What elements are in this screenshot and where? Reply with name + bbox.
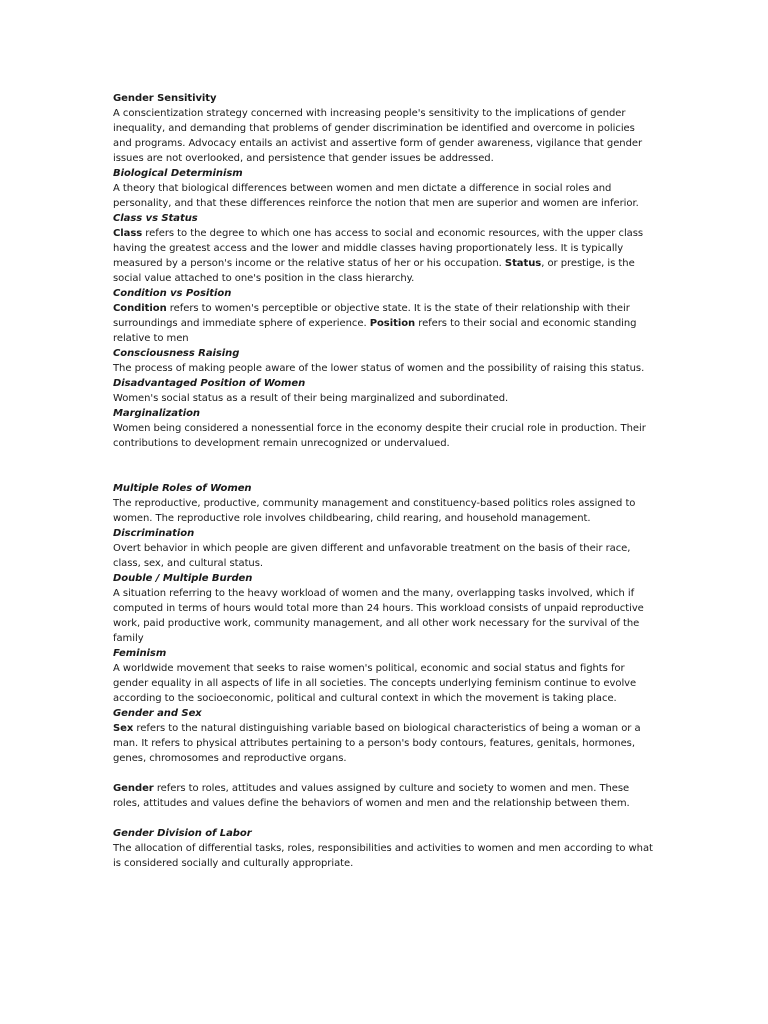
sex-text: refers to the natural distinguishing variable based on biological characteristics of being a woman or a man. It refers to physical attributes pertaining to a person's body contours, features, genitals, hormones, genes, chromosomes and reproductive organs. bbox=[113, 723, 641, 764]
condition-text: refers to women's perceptible or objective state. It is the state of their relationship with their surroundings and immediate sphere of experience. bbox=[113, 303, 630, 329]
spacer bbox=[113, 451, 653, 466]
class-text: refers to the degree to which one has access to social and economic resources, with the upper class having the greatest access and the lower and middle classes having proportionately less. It is typically measured by a person's income or the relative status of her or his occupation. bbox=[113, 228, 644, 269]
inline-term-sex: Sex bbox=[113, 723, 134, 734]
term-class-vs-status: Class vs Status bbox=[113, 213, 198, 224]
spacer bbox=[113, 811, 653, 826]
heading-gender-sensitivity: Gender Sensitivity bbox=[113, 93, 217, 104]
definition-gender-sensitivity: A conscientization strategy concerned with increasing people's sensitivity to the implications of gender inequality, and demanding that problems of gender discrimination be identified and overcome in policies and programs. Advocacy entails an activist and assertive form of gender awareness, vigilance that gender issues are not overlooked, and persistence that gender issues be addressed. bbox=[113, 108, 643, 164]
position-text: refers to their social and economic standing relative to men bbox=[113, 318, 637, 344]
definition-condition-vs-position bbox=[113, 301, 653, 346]
definition-consciousness-raising: The process of making people aware of the lower status of women and the possibility of raising this status. bbox=[113, 363, 645, 374]
term-double-burden: Double / Multiple Burden bbox=[113, 573, 253, 584]
definition-gender-division-of-labor: The allocation of differential tasks, roles, responsibilities and activities to women and men according to what is considered socially and culturally appropriate. bbox=[113, 843, 653, 869]
inline-term-status: Status bbox=[504, 258, 542, 269]
term-multiple-roles: Multiple Roles of Women bbox=[113, 483, 252, 494]
definition-disadvantaged-position: Women's social status as a result of their being marginalized and subordinated. bbox=[113, 393, 509, 404]
term-gender-division-of-labor: Gender Division of Labor bbox=[113, 828, 252, 839]
term-marginalization: Marginalization bbox=[113, 408, 200, 419]
inline-term-position: Position bbox=[369, 318, 416, 329]
document-page bbox=[113, 91, 653, 871]
term-feminism: Feminism bbox=[113, 648, 167, 659]
definition-sex bbox=[113, 721, 653, 766]
definition-gender bbox=[113, 781, 653, 811]
definition-double-burden: A situation referring to the heavy workload of women and the many, overlapping tasks involved, which if computed in terms of hours would total more than 24 hours. This workload consists of unpaid reproductive work, paid productive work, community management, and all other work necessary for the survival of the family bbox=[113, 588, 644, 644]
definition-class-vs-status bbox=[113, 226, 653, 286]
definition-feminism: A worldwide movement that seeks to raise women's political, economic and social status and fights for gender equality in all aspects of life in all societies. The concepts underlying feminism continue to evolve according to the socioeconomic, political and cultural context in which the movement is taking place. bbox=[113, 663, 637, 704]
definition-discrimination: Overt behavior in which people are given different and unfavorable treatment on the basis of their race, class, sex, and cultural status. bbox=[113, 543, 631, 569]
inline-term-class: Class bbox=[113, 228, 143, 239]
definition-marginalization: Women being considered a nonessential force in the economy despite their crucial role in production. Their contributions to development remain unrecognized or undervalued. bbox=[113, 423, 646, 449]
definition-biological-determinism: A theory that biological differences between women and men dictate a difference in social roles and personality, and that these differences reinforce the notion that men are superior and women are inferior. bbox=[113, 183, 639, 209]
term-disadvantaged-position: Disadvantaged Position of Women bbox=[113, 378, 306, 389]
inline-term-gender: Gender bbox=[113, 783, 154, 794]
term-discrimination: Discrimination bbox=[113, 528, 195, 539]
gender-text: refers to roles, attitudes and values assigned by culture and society to women and men. These roles, attitudes and values define the behaviors of women and men and the relationship between them. bbox=[113, 783, 630, 809]
term-biological-determinism: Biological Determinism bbox=[113, 168, 243, 179]
term-consciousness-raising: Consciousness Raising bbox=[113, 348, 240, 359]
term-condition-vs-position: Condition vs Position bbox=[113, 288, 232, 299]
inline-term-condition: Condition bbox=[113, 303, 167, 314]
spacer bbox=[113, 466, 653, 481]
definition-multiple-roles: The reproductive, productive, community management and constituency-based politics roles assigned to women. The reproductive role involves childbearing, child rearing, and household management. bbox=[113, 498, 636, 524]
spacer bbox=[113, 766, 653, 781]
status-text: , or prestige, is the social value attached to one's position in the class hierarchy. bbox=[113, 258, 635, 284]
term-gender-and-sex: Gender and Sex bbox=[113, 708, 202, 719]
